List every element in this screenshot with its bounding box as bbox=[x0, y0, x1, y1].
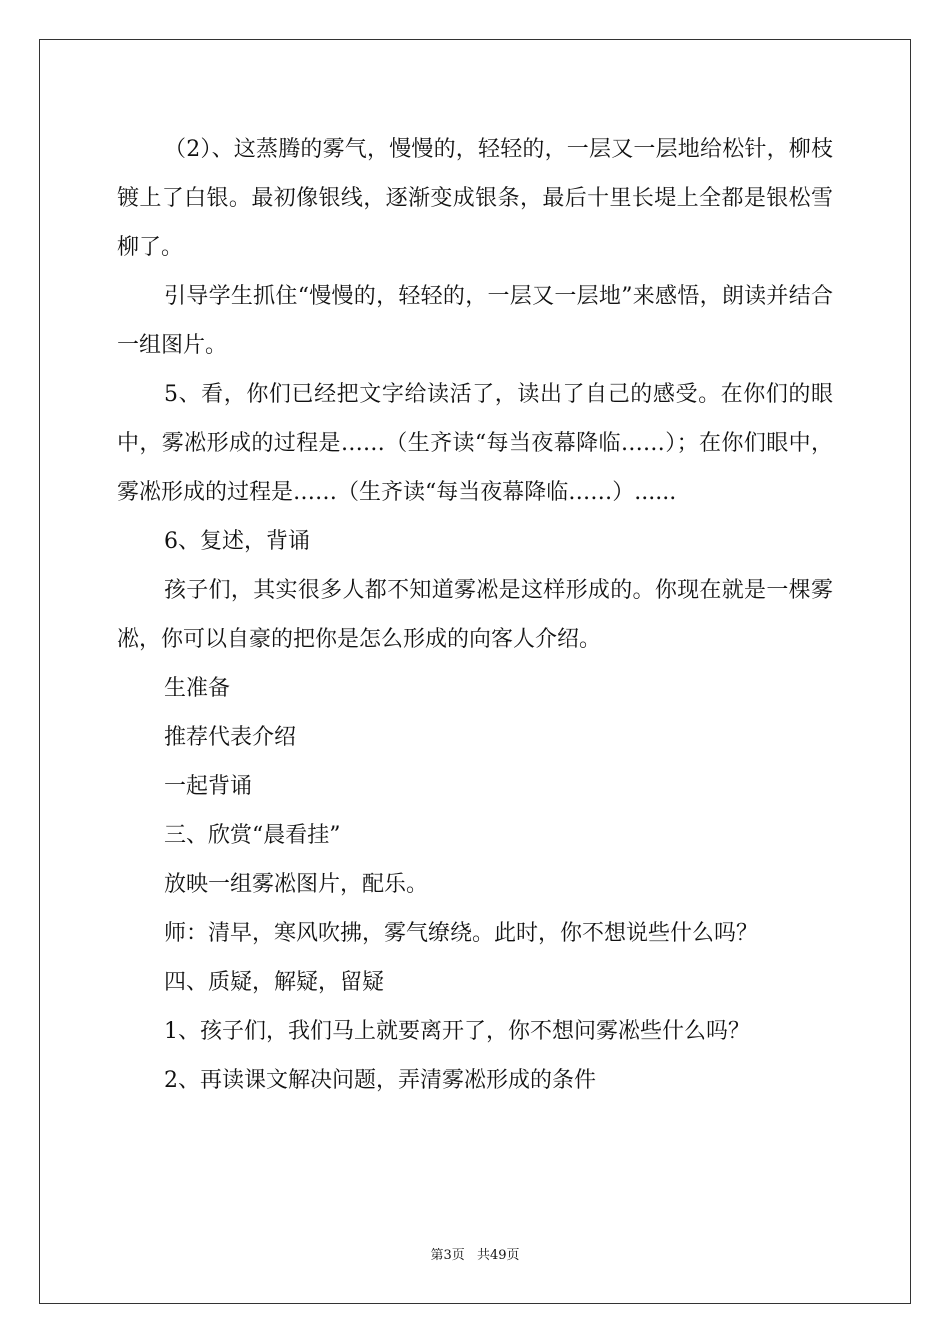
paragraph-6: 生准备 bbox=[164, 676, 231, 701]
paragraph-1: （2）、这蒸腾的雾气，慢慢的，轻轻的，一层又一层地给松针，柳枝镀上了白银。最初像银线，逐渐变成银条，最后十里长堤上全都是银松雪柳了。 bbox=[117, 137, 833, 260]
page-total: 共49页 bbox=[476, 1248, 520, 1263]
paragraph-11: 师：清早，寒风吹拂，雾气缭绕。此时，你不想说些什么吗？ bbox=[164, 921, 759, 946]
paragraph-2: 引导学生抓住“慢慢的，轻轻的，一层又一层地”来感悟，朗读并结合一组图片。 bbox=[117, 284, 833, 358]
paragraph-14: 2、再读课文解决问题，弄清雾凇形成的条件 bbox=[164, 1068, 596, 1093]
paragraph-4: 6、复述，背诵 bbox=[164, 529, 310, 554]
paragraph-7: 推荐代表介绍 bbox=[164, 725, 297, 750]
paragraph-10: 放映一组雾凇图片，配乐。 bbox=[164, 872, 429, 897]
paragraph-12: 四、质疑，解疑，留疑 bbox=[164, 970, 385, 995]
paragraph-8: 一起背诵 bbox=[164, 774, 253, 799]
page-footer bbox=[0, 1244, 950, 1263]
paragraph-9: 三、欣赏“晨看挂” bbox=[164, 823, 341, 848]
paragraph-13: 1、孩子们，我们马上就要离开了，你不想问雾凇些什么吗？ bbox=[164, 1019, 750, 1044]
paragraph-3: 5、看，你们已经把文字给读活了，读出了自己的感受。在你们的眼中，雾凇形成的过程是……（生齐读“每当夜幕降临……）；在你们眼中，雾凇形成的过程是……（生齐读“每当夜幕降临……）...... bbox=[117, 382, 833, 505]
paragraph-5: 孩子们，其实很多人都不知道雾凇是这样形成的。你现在就是一棵雾凇，你可以自豪的把你是怎么形成的向客人介绍。 bbox=[117, 578, 833, 652]
document-body bbox=[117, 125, 833, 1105]
page-number: 第3页 bbox=[430, 1248, 465, 1263]
